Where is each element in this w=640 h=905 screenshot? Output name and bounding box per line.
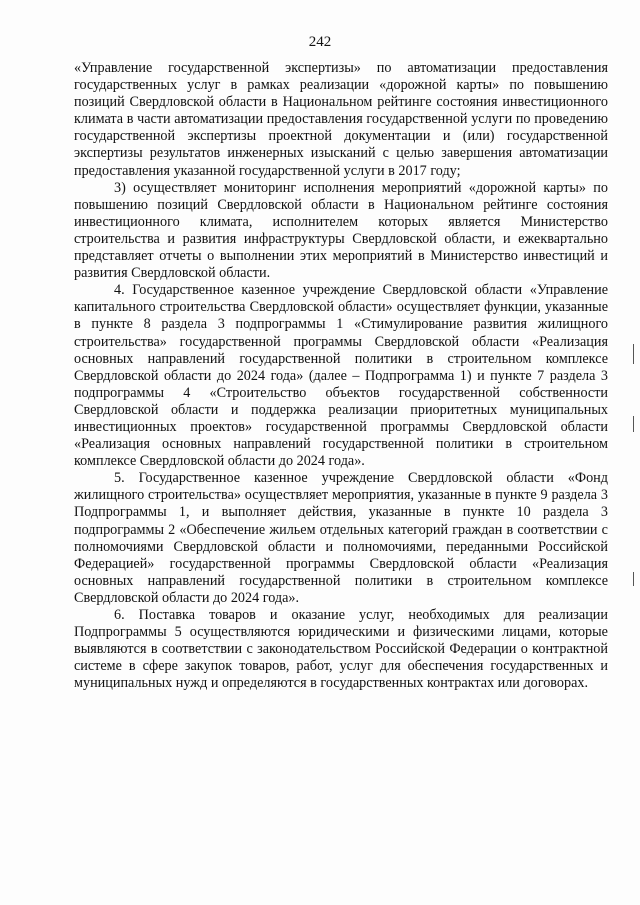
paragraph-item-4: 4. Государственное казенное учреждение Свердловской области «Управление капитального строительства Свердловской области» осуществляет функции, указанные в пункте 8 раздела 3 подпрограммы 1 «Стимулирование развития жилищного строительства» государственной программы Свердловской области «Реализация основных направлений государственной политики в строительном комплексе Свердловской области до 2024 года» (далее – Подпрограмма 1) и пункте 7 раздела 3 подпрограммы 4 «Строительство объектов государственной собственности Свердловской области и поддержка реализации приоритетных муниципальных инвестиционных проектов» государственной программы Свердловской области «Реализация основных направлений государственной политики в строительном комплексе Свердловской области до 2024 года». xyxy=(74,282,608,470)
paragraph-item-5: 5. Государственное казенное учреждение Свердловской области «Фонд жилищного строительства» осуществляет мероприятия, указанные в пункте 9 раздела 3 Подпрограммы 1, и выполняет действия, указанные в пункте 10 раздела 3 подпрограммы 2 «Обеспечение жильем отдельных категорий граждан в соответствии с полномочиями Свердловской области и полномочиями, переданными Российской Федерацией» государственной программы Свердловской области «Реализация основных направлений государственной политики в строительном комплексе Свердловской области до 2024 года». xyxy=(74,470,608,606)
paragraph-item-3: 3) осуществляет мониторинг исполнения мероприятий «дорожной карты» по повышению позиций Свердловской области в Национальном рейтинге состояния инвестиционного климата, исполнителем которых является Министерство строительства и развития инфраструктуры Свердловской области, и ежеквартально представляет отчеты о выполнении этих мероприятий в Министерство инвестиций и развития Свердловской области. xyxy=(74,179,608,282)
paragraph-continuation: «Управление государственной экспертизы» по автоматизации предоставления государственных услуг в рамках реализации «дорожной карты» по повышению позиций Свердловской области в Национальном рейтинге состояния инвестиционного климата в части автоматизации предоставления государственной услуги по проведению государственной экспертизы проектной документации и (или) государственной экспертизы результатов инженерных изысканий с целью завершения автоматизации предоставления указанной государственной услуги в 2017 году; xyxy=(74,60,608,179)
page-number: 242 xyxy=(308,34,332,50)
scan-margin-mark xyxy=(633,344,634,364)
scan-margin-mark xyxy=(633,572,634,586)
scan-margin-mark xyxy=(633,416,634,432)
document-body xyxy=(74,60,608,692)
paragraph-item-6: 6. Поставка товаров и оказание услуг, необходимых для реализации Подпрограммы 5 осуществляются юридическими и физическими лицами, которые выявляются в соответствии с законодательством Российской Федерации о контрактной системе в сфере закупок товаров, работ, услуг для обеспечения государственных и муниципальных нужд и определяются в государственных контрактах или договорах. xyxy=(74,607,608,692)
